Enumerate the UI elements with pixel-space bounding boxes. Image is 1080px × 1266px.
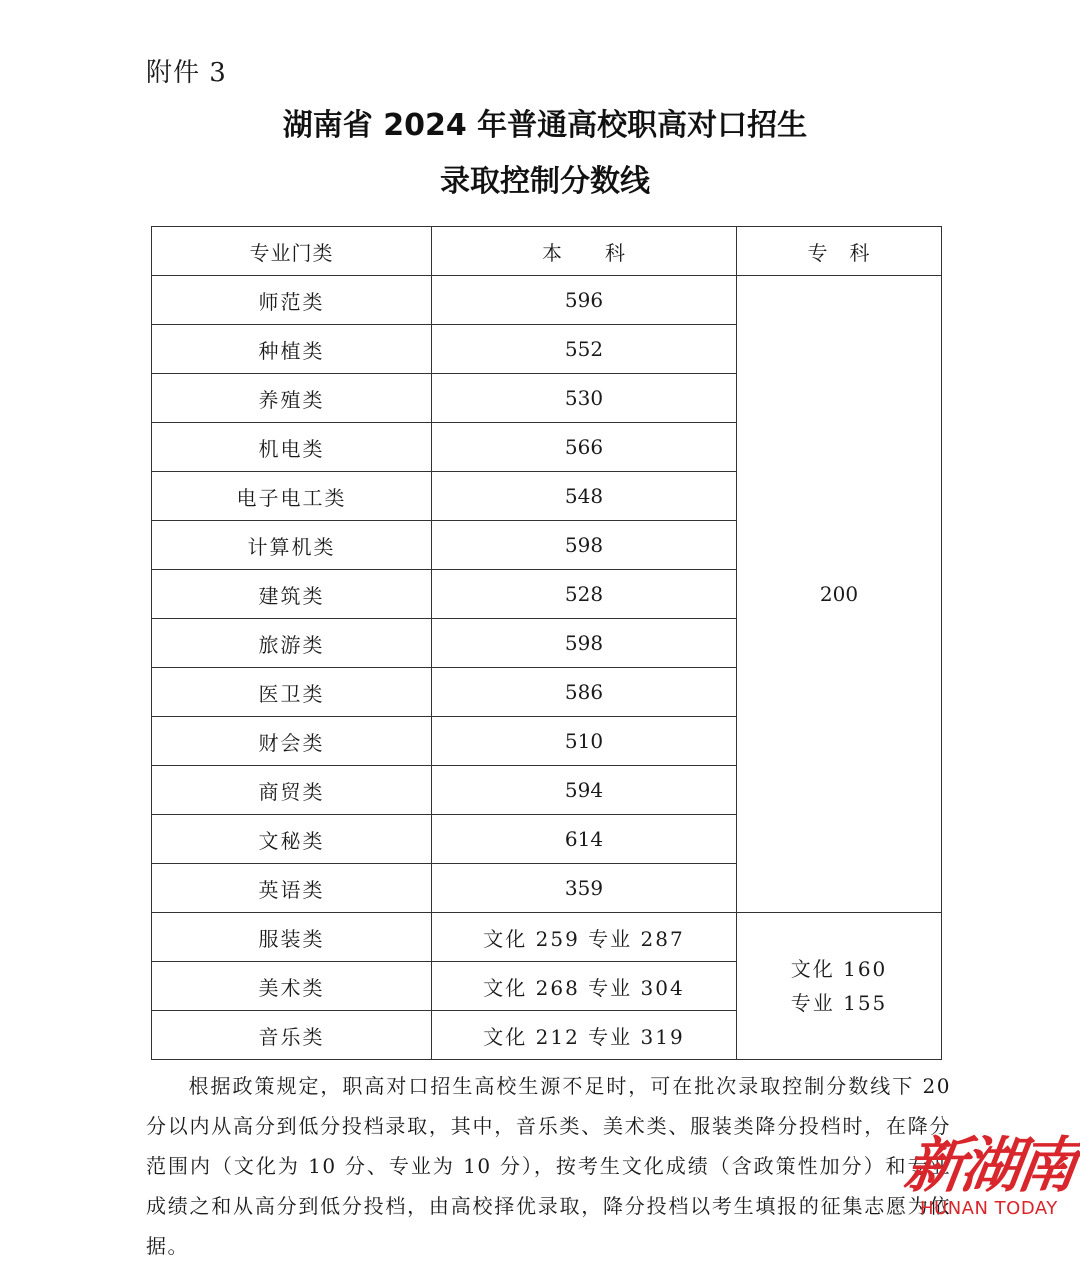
category-cell: 旅游类 [152, 619, 432, 668]
header-zhuanke: 专 科 [737, 227, 942, 276]
watermark-logo-chinese: 新湖南 [900, 1131, 1079, 1201]
policy-note [146, 1066, 951, 1266]
table-header-row [152, 227, 942, 276]
benke-score-cell: 文化 268 专业 304 [432, 962, 737, 1011]
category-cell: 文秘类 [152, 815, 432, 864]
zhuanke-art-cell [737, 913, 942, 1060]
category-cell: 英语类 [152, 864, 432, 913]
score-table [151, 226, 942, 1060]
benke-score-cell: 359 [432, 864, 737, 913]
benke-score-cell: 596 [432, 276, 737, 325]
category-cell: 财会类 [152, 717, 432, 766]
category-cell: 商贸类 [152, 766, 432, 815]
zhuanke-art-culture: 文化 160 [790, 957, 888, 981]
table-row [152, 276, 942, 325]
category-cell: 建筑类 [152, 570, 432, 619]
zhuanke-art-major: 专业 155 [790, 991, 888, 1015]
category-cell: 计算机类 [152, 521, 432, 570]
table-row [152, 913, 942, 962]
category-cell: 医卫类 [152, 668, 432, 717]
header-category: 专业门类 [152, 227, 432, 276]
benke-score-cell: 510 [432, 717, 737, 766]
category-cell: 音乐类 [152, 1011, 432, 1060]
category-cell: 电子电工类 [152, 472, 432, 521]
benke-score-cell: 文化 259 专业 287 [432, 913, 737, 962]
page-title: 湖南省 2024 年普通高校职高对口招生 [282, 108, 808, 143]
benke-score-cell: 548 [432, 472, 737, 521]
category-cell: 美术类 [152, 962, 432, 1011]
category-cell: 种植类 [152, 325, 432, 374]
benke-score-cell: 614 [432, 815, 737, 864]
attachment-label: 附件 3 [146, 58, 227, 88]
benke-score-cell: 552 [432, 325, 737, 374]
header-benke: 本 科 [432, 227, 737, 276]
benke-score-cell: 528 [432, 570, 737, 619]
benke-score-cell: 566 [432, 423, 737, 472]
category-cell: 机电类 [152, 423, 432, 472]
benke-score-cell: 530 [432, 374, 737, 423]
category-cell: 养殖类 [152, 374, 432, 423]
watermark-logo-english: HUNAN TODAY [920, 1198, 1058, 1219]
benke-score-cell: 598 [432, 619, 737, 668]
benke-score-cell: 586 [432, 668, 737, 717]
policy-note-text: 根据政策规定，职高对口招生高校生源不足时，可在批次录取控制分数线下 20 分以内从高分到低分投档录取，其中，音乐类、美术类、服装类降分投档时，在降分范围内（文化为 10 分、专业为 10 分），按考生文化成绩（含政策性加分）和专业成绩之和从高分到低分投档，由高校择优录取，降分投档以考生填报的征集志愿为依据。 [146, 1074, 951, 1258]
hunan-today-watermark [900, 1118, 1079, 1224]
benke-score-cell: 文化 212 专业 319 [432, 1011, 737, 1060]
category-cell: 服装类 [152, 913, 432, 962]
category-cell: 师范类 [152, 276, 432, 325]
benke-score-cell: 598 [432, 521, 737, 570]
zhuanke-general-cell: 200 [737, 276, 942, 913]
benke-score-cell: 594 [432, 766, 737, 815]
page-subtitle: 录取控制分数线 [440, 164, 650, 199]
